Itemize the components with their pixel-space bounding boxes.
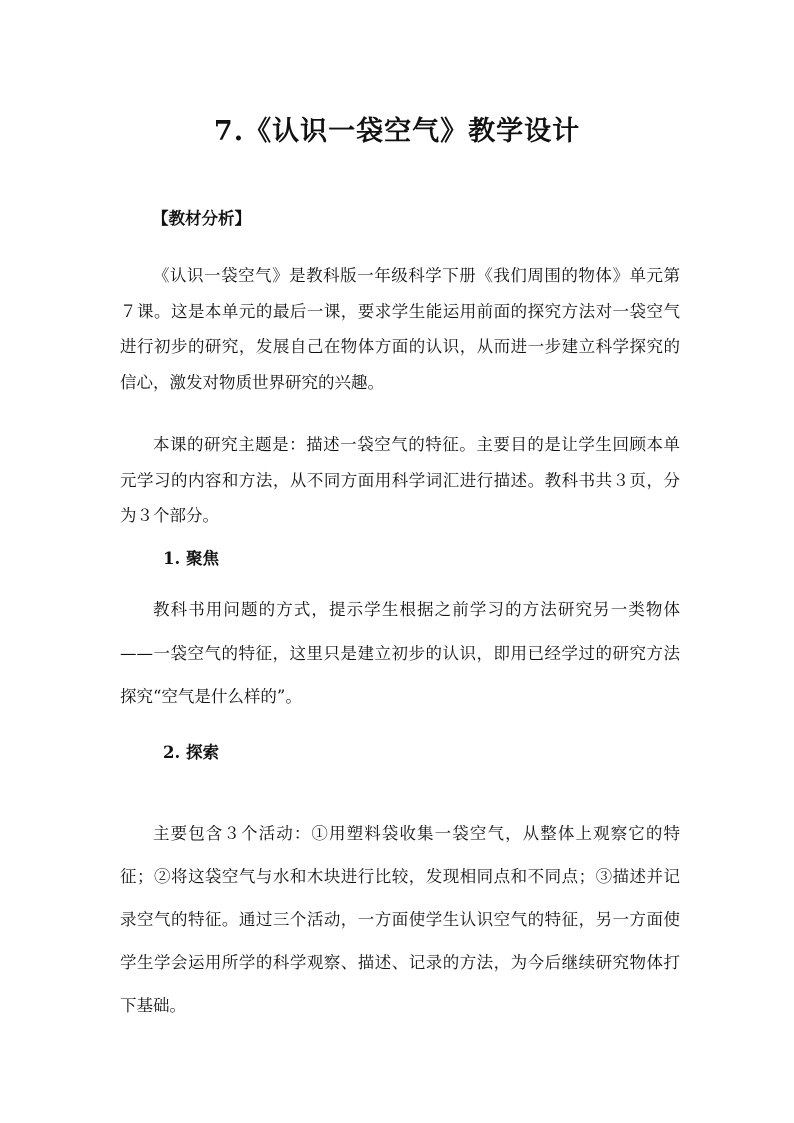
subheading-focus: 1. 聚焦 bbox=[163, 549, 219, 568]
section-heading-textbook-analysis: 【教材分析】 bbox=[152, 209, 251, 228]
document-title: 7.《认识一袋空气》教学设计 bbox=[213, 116, 581, 147]
paragraph-intro: 《认识一袋空气》是教科版一年级科学下册《我们周围的物体》单元第７课。这是本单元的最后一课，要求学生能运用前面的探究方法对一袋空气进行初步的研究，发展自己在物体方面的认识，从而进一步建立科学探究的信心，激发对物质世界研究的兴趣。 bbox=[120, 266, 680, 392]
paragraph-explore: 主要包含３个活动：①用塑料袋收集一袋空气，从整体上观察它的特征；②将这袋空气与水和木块进行比较，发现相同点和不同点；③描述并记录空气的特征。通过三个活动，一方面使学生认识空气的特征，另一方面使学生学会运用所学的科学观察、描述、记录的方法，为今后继续研究物体打下基础。 bbox=[120, 824, 680, 1015]
subheading-explore: 2. 探索 bbox=[163, 743, 219, 762]
paragraph-research-theme: 本课的研究主题是：描述一袋空气的特征。主要目的是让学生回顾本单元学习的内容和方法，从不同方面用科学词汇进行描述。教科书共３页，分为３个部分。 bbox=[120, 435, 680, 525]
paragraph-focus: 教科书用问题的方式，提示学生根据之前学习的方法研究另一类物体——一袋空气的特征，这里只是建立初步的认识，即用已经学过的研究方法探究“空气是什么样的”。 bbox=[120, 600, 680, 706]
